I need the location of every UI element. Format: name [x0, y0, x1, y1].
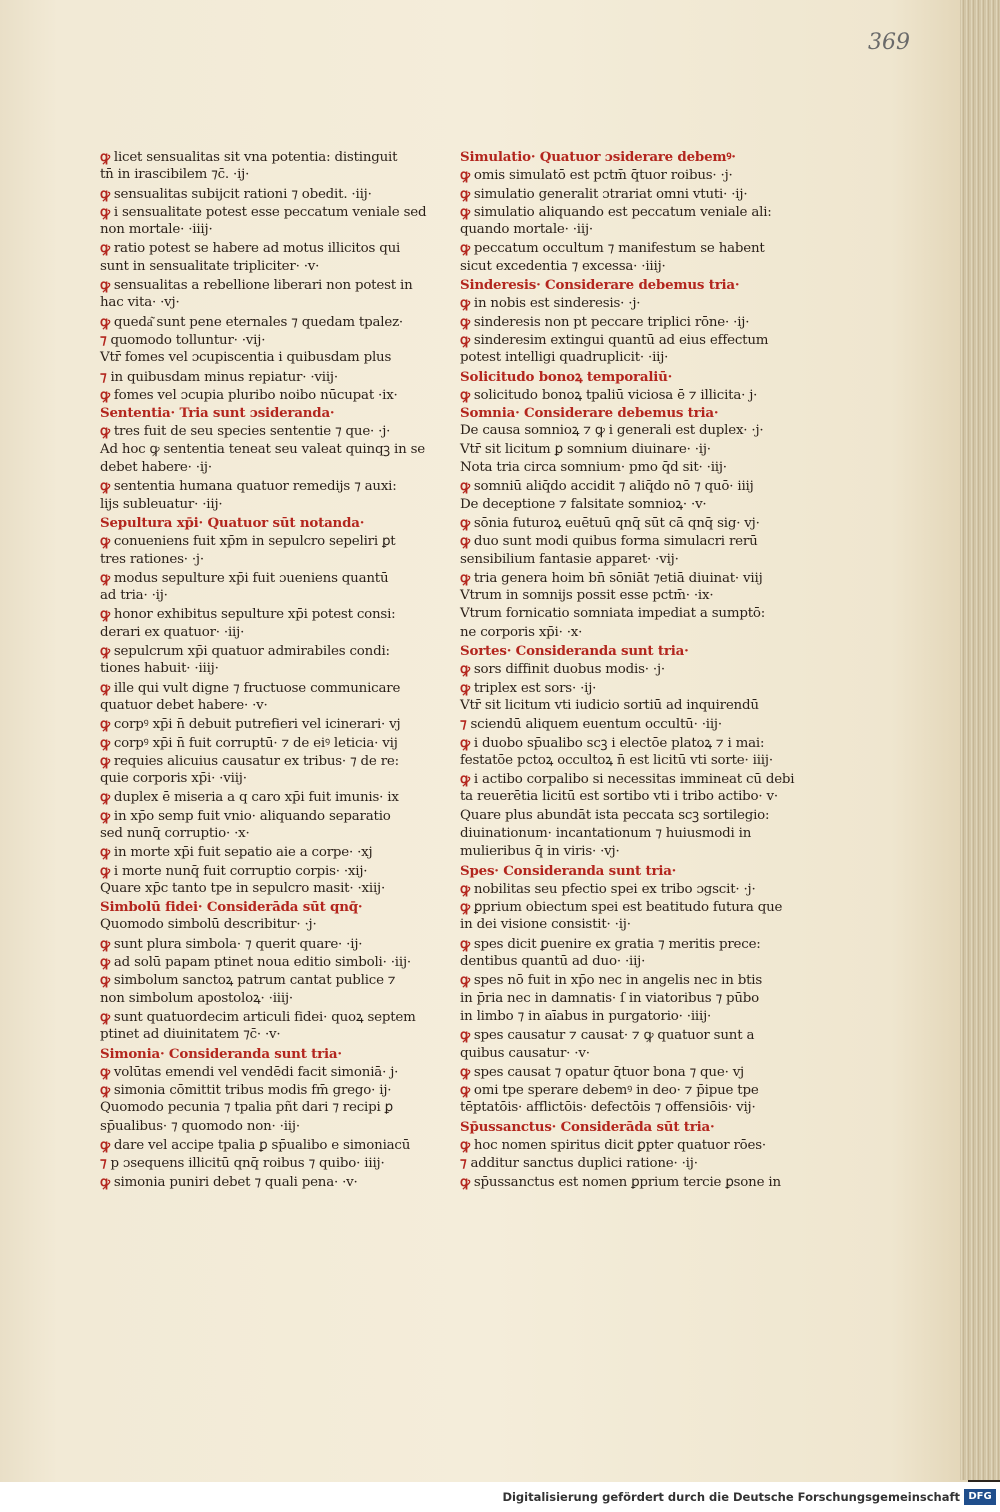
line-text: Simonia· Consideranda sunt tria· [100, 1045, 342, 1062]
line-text: in nobis est sinderesis· ·j· [473, 296, 641, 312]
text-line [100, 1136, 411, 1154]
rubric-paragraph-mark: ꝙ [460, 386, 470, 403]
text-line [100, 386, 400, 404]
text-line [460, 734, 765, 752]
rubric-paragraph-mark: ꝙ [100, 149, 110, 165]
text-line [460, 331, 769, 349]
line-text: debet habere· ·ij· [100, 460, 212, 476]
text-line [460, 624, 760, 642]
section-heading [460, 862, 760, 880]
line-text: Vtrum fornicatio somniata impediat a sumptō: [460, 606, 766, 622]
line-text: ptinet ad diuinitatem ⁊c̄· ·v· [100, 1027, 281, 1043]
rubric-paragraph-mark: ꝙ [460, 240, 470, 257]
text-line [100, 990, 400, 1008]
line-text: additur sanctus duplici ratione· ·ij· [470, 1156, 698, 1172]
text-line [100, 605, 400, 623]
text-line [460, 422, 764, 440]
rubric-paragraph-mark: ꝙ [460, 972, 470, 989]
text-line [100, 441, 425, 459]
line-text: sententia humana quatuor remedijs ⁊ auxi: [113, 479, 397, 495]
rubric-paragraph-mark: ꝙ [100, 844, 110, 861]
line-text: solicitudo bonoꝝ tpaliū viciosa ē ⁊ illicita· j· [473, 387, 758, 403]
text-line [100, 734, 400, 752]
line-text: sinderesim extingui quantū ad eius effectum [473, 332, 769, 348]
line-text: dentibus quantū ad duo· ·iij· [460, 954, 646, 970]
line-text: Somnia· Considerare debemus tria· [460, 405, 719, 422]
line-text: De deceptione ⁊ falsitate somnioꝝ· ·v· [460, 496, 707, 512]
rubric-paragraph-mark: ꝙ [460, 880, 470, 897]
text-line [100, 276, 413, 294]
section-heading [460, 148, 760, 166]
text-line [460, 752, 773, 770]
text-line [460, 971, 763, 989]
text-line [460, 386, 760, 404]
text-line [100, 349, 400, 367]
line-text: quando mortale· ·iij· [460, 222, 593, 238]
line-text: simonia puniri debet ⁊ quali pena· ·v· [113, 1174, 358, 1190]
line-text: Spes· Consideranda sunt tria· [460, 862, 677, 879]
line-text: somniū aliq̄do accidit ⁊ aliq̄do nō ⁊ quō· iiij [473, 479, 754, 495]
text-line [100, 587, 400, 605]
text-line [100, 752, 400, 770]
dfg-logo-icon: DFG [964, 1489, 996, 1505]
text-line [100, 1081, 400, 1099]
line-text: Quomodo simbolū describitur· ·j· [100, 917, 317, 933]
text-line [100, 624, 400, 642]
text-line [100, 642, 400, 660]
text-line [460, 880, 760, 898]
rubric-paragraph-mark: ꝙ [100, 752, 110, 769]
line-text: duplex ē miseria a q caro xp̄i fuit imunis· ix [113, 790, 399, 806]
line-text: in dei visione consistit· ·ij· [460, 917, 631, 933]
footer-bar [0, 1482, 1000, 1512]
text-line [460, 807, 770, 825]
text-line [100, 368, 400, 386]
text-line [460, 532, 760, 550]
text-line [100, 258, 400, 276]
rubric-paragraph-mark: ꝙ [100, 1173, 110, 1190]
text-line [460, 221, 760, 239]
rubric-paragraph-mark: ꝙ [100, 203, 110, 220]
line-text: sinderesis non pt peccare triplici rōne· ·ij· [473, 314, 750, 330]
text-line [100, 294, 400, 312]
text-line [100, 203, 427, 221]
line-text: i morte nunq̄ fuit corruptio corpis· ·xij· [113, 863, 368, 879]
rubric-paragraph-mark: ꝙ [100, 972, 110, 989]
line-text: sōnia futuroꝝ euētuū qnq̄ sūt cā qnq̄ sig· vj· [473, 515, 760, 531]
rubric-paragraph-mark: ꝙ [100, 386, 110, 403]
line-text: mulieribus q̄ in viris· ·vj· [460, 844, 620, 860]
rubric-paragraph-mark: ꝙ [100, 1063, 110, 1080]
line-text: ad solū papam ptinet noua editio simboli· ·iij· [113, 955, 411, 971]
line-text: derari ex quatuor· ·iij· [100, 624, 245, 640]
text-line [100, 1118, 400, 1136]
line-text: Quomodo pecunia ⁊ tpalia pñt dari ⁊ recipi ꝑ [100, 1100, 393, 1116]
text-line [460, 660, 760, 678]
line-text: Vtr̄ sit licitum vti iudicio sortiū ad inquirendū [460, 697, 759, 713]
section-heading [100, 514, 400, 532]
line-text: sensualitas a rebellione liberari non potest in [113, 278, 413, 294]
line-text: tres fuit de seu species sententie ⁊ que· ·j· [113, 424, 391, 440]
rubric-paragraph-mark: ꝙ [100, 423, 110, 440]
section-heading [100, 404, 400, 422]
line-text: Simbolū fidei· Considerāda sūt qnq̄· [100, 899, 363, 916]
text-line [100, 880, 400, 898]
text-line [460, 605, 766, 623]
rubric-paragraph-mark: ꝙ [100, 935, 110, 952]
line-text: ne corporis xp̄i· ·x· [460, 624, 583, 640]
line-text: tres rationes· ·j· [100, 551, 204, 567]
book-page-edges [960, 0, 1000, 1480]
line-text: simulatio generalit ɔtrariat omni vtuti· ·ij· [473, 186, 748, 202]
line-text: licet sensualitas sit vna potentia: distinguit [113, 150, 398, 165]
line-text: spes dicit ꝑuenire ex gratia ⁊ meritis prece: [473, 936, 761, 952]
text-line [100, 532, 400, 550]
line-text: ratio potest se habere ad motus illicitos qui [113, 241, 401, 257]
text-line [100, 1154, 400, 1172]
text-line [460, 239, 765, 257]
line-text: omis simulatō est pctm̄ q̄tuor roibus· ·j· [473, 168, 733, 184]
line-text: Sententia· Tria sunt ɔsideranda· [100, 405, 335, 422]
text-line [460, 898, 783, 916]
rubric-paragraph-mark: ꝙ [460, 1063, 470, 1080]
text-line [100, 1099, 400, 1117]
folio-number: 369 [868, 30, 910, 55]
text-line [100, 953, 411, 971]
text-line [100, 843, 400, 861]
section-heading [460, 642, 760, 660]
text-line [460, 569, 763, 587]
line-text: Sepultura xp̄i· Quatuor sūt notanda· [100, 514, 365, 531]
line-text: dare vel accipe tpalia ꝑ sp̄ualibo e simoniacū [113, 1138, 411, 1154]
text-line [100, 221, 400, 239]
text-line [460, 715, 760, 733]
rubric-paragraph-mark: ꝙ [100, 1008, 110, 1025]
text-line [460, 1154, 760, 1172]
line-text: in morte xp̄i fuit sepatio aie a corpe· ·xj [113, 845, 373, 861]
text-line [460, 770, 795, 788]
line-text: quibus causatur· ·v· [460, 1045, 590, 1061]
text-line [460, 788, 778, 806]
line-text: in quibusdam minus repiatur· ·viij· [110, 369, 338, 385]
rubric-paragraph-mark: ꝙ [460, 331, 470, 348]
text-line [100, 313, 403, 331]
section-heading [460, 368, 760, 386]
line-text: De causa somnioꝝ ⁊ ꝙ i generali est duplex· ·j· [460, 423, 764, 439]
text-line [100, 477, 400, 495]
line-text: ille qui vult digne ⁊ fructuose communicare [113, 680, 401, 696]
text-line [100, 862, 400, 880]
rubric-paragraph-mark: ꝙ [460, 514, 470, 531]
line-text: requies alicuius causatur ex tribus· ⁊ de re: [113, 753, 399, 769]
line-text: hoc nomen spiritus dicit ꝑpter quatuor rōes· [473, 1138, 766, 1154]
line-text: peccatum occultum ⁊ manifestum se habent [473, 241, 765, 257]
rubric-paragraph-mark: ꝙ [460, 1137, 470, 1154]
line-text: potest intelligi quadruplicit· ·iij· [460, 350, 669, 366]
text-line [100, 916, 400, 934]
line-text: omi tpe sperare debemꝰ in deo· ⁊ p̄ipue tpe [473, 1083, 759, 1099]
rubric-paragraph-mark: ꝙ [460, 679, 470, 696]
line-text: sunt in sensualitate tripliciter· ·v· [100, 258, 320, 274]
line-text: quie corporis xp̄i· ·viij· [100, 771, 247, 787]
text-line [460, 916, 760, 934]
line-text: p ɔsequens illicitū qnq̄ roibus ⁊ quibo· iiij· [110, 1156, 385, 1172]
line-text: nobilitas seu pfectio spei ex tribo ɔgscit· ·j· [473, 881, 756, 897]
rubric-paragraph-mark: ꝙ [100, 807, 110, 824]
text-line [460, 203, 772, 221]
line-text: sciendū aliquem euentum occultū· ·iij· [470, 717, 722, 733]
line-text: corpꝰ xp̄i n̄ fuit corruptū· ⁊ de eiꝰ leticia· vij [113, 735, 398, 751]
line-text: Vtr̄ sit licitum ꝑ somnium diuinare· ·ij· [460, 441, 711, 457]
text-line [100, 422, 400, 440]
line-text: Solicitudo bonoꝝ temporaliū· [460, 368, 673, 385]
rubric-paragraph-mark: ꝙ [100, 240, 110, 257]
right-text-column [460, 148, 795, 1191]
text-line [460, 459, 760, 477]
text-line [100, 166, 400, 184]
text-line [460, 477, 760, 495]
rubric-paragraph-mark: ꝙ [460, 185, 470, 202]
line-text: Sortes· Consideranda sunt tria· [460, 643, 689, 660]
text-line [100, 551, 400, 569]
text-line [460, 1008, 760, 1026]
line-text: sensibilium fantasie apparet· ·vij· [460, 551, 679, 567]
rubric-paragraph-mark: ⁊ [460, 1155, 467, 1172]
text-line [460, 349, 760, 367]
rubric-paragraph-mark: ꝙ [460, 771, 470, 788]
text-line [460, 825, 760, 843]
rubric-paragraph-mark: ⁊ [100, 368, 107, 385]
rubric-paragraph-mark: ꝙ [100, 606, 110, 623]
rubric-paragraph-mark: ꝙ [460, 203, 470, 220]
line-text: tn̄ in irascibilem ⁊c̄. ·ij· [100, 167, 250, 183]
line-text: ꝑprium obiectum spei est beatitudo futura que [473, 900, 783, 916]
line-text: simbolum sanctoꝝ patrum cantat publice ⁊ [113, 973, 396, 989]
line-text: lijs subleuatur· ·iij· [100, 496, 223, 512]
line-text: in xp̄o semp fuit vnio· aliquando separatio [113, 808, 391, 824]
line-text: ta reuerētia licitū est sortibo vti i tribo actibo· v· [460, 789, 778, 805]
text-line [100, 331, 400, 349]
text-line [460, 587, 760, 605]
rubric-paragraph-mark: ꝙ [100, 716, 110, 733]
line-text: Sinderesis· Considerare debemus tria· [460, 277, 740, 294]
text-line [460, 551, 760, 569]
line-text: spes causat ⁊ opatur q̄tuor bona ⁊ que· vj [473, 1064, 745, 1080]
rubric-paragraph-mark: ꝙ [100, 478, 110, 495]
line-text: modus sepulture xp̄i fuit ɔueniens quantū [113, 570, 389, 586]
line-text: Sp̄ussanctus· Considerāda sūt tria· [460, 1118, 715, 1135]
text-line [100, 660, 400, 678]
line-text: sp̄ussanctus est nomen ꝑprium tercie ꝑsone in [473, 1174, 781, 1190]
line-text: in limbo ⁊ in aīabus in purgatorio· ·iiij· [460, 1008, 712, 1024]
line-text: Quare plus abundāt ista peccata scꝫ sortilegio: [460, 807, 770, 823]
rubric-paragraph-mark: ꝙ [460, 167, 470, 184]
rubric-paragraph-mark: ꝙ [460, 1027, 470, 1044]
text-line [100, 239, 400, 257]
rubric-paragraph-mark: ꝙ [460, 1173, 470, 1190]
text-line [460, 1081, 760, 1099]
text-line [100, 1173, 400, 1191]
rubric-paragraph-mark: ꝙ [460, 899, 470, 916]
text-line [100, 459, 400, 477]
text-line [100, 715, 400, 733]
footer-credit: Digitalisierung gefördert durch die Deutsche Forschungsgemeinschaft [502, 1490, 960, 1504]
section-heading [100, 1045, 400, 1063]
line-text: simulatio aliquando est peccatum veniale ali: [473, 204, 772, 220]
rubric-paragraph-mark: ⁊ [100, 1155, 107, 1172]
rubric-paragraph-mark: ꝙ [460, 313, 470, 330]
rubric-paragraph-mark: ꝙ [100, 1082, 110, 1099]
rubric-paragraph-mark: ꝙ [460, 661, 470, 678]
rubric-paragraph-mark: ꝙ [100, 643, 110, 660]
text-line [460, 1136, 766, 1154]
line-text: sors diffinit duobus modis· ·j· [473, 662, 665, 678]
rubric-paragraph-mark: ꝙ [100, 185, 110, 202]
line-text: sepulcrum xp̄i quatuor admirabiles condi: [113, 644, 390, 660]
text-line [460, 1045, 760, 1063]
text-line [100, 825, 400, 843]
line-text: volūtas emendi vel vendēdi facit simoniā· j· [113, 1064, 399, 1080]
text-line [460, 514, 760, 532]
text-line [460, 1099, 760, 1117]
rubric-paragraph-mark: ꝙ [460, 734, 470, 751]
rubric-paragraph-mark: ⁊ [100, 331, 107, 348]
section-heading [460, 1118, 760, 1136]
rubric-paragraph-mark: ꝙ [100, 789, 110, 806]
text-line [460, 843, 760, 861]
text-line [100, 935, 400, 953]
line-text: simonia cōmittit tribus modis fm̄ grego· ij· [113, 1083, 392, 1099]
text-line [460, 935, 760, 953]
rubric-paragraph-mark: ꝙ [460, 935, 470, 952]
rubric-paragraph-mark: ꝙ [460, 1082, 470, 1099]
rubric-paragraph-mark: ⁊ [460, 716, 467, 733]
text-line [100, 569, 400, 587]
text-line [100, 1063, 400, 1081]
line-text: spes nō fuit in xp̄o nec in angelis nec in btis [473, 973, 763, 989]
line-text: conueniens fuit xp̄m in sepulcro sepeliri ꝑt [113, 534, 396, 550]
line-text: Vtr̄ fomes vel ɔcupiscentia i quibusdam plus [100, 350, 392, 366]
line-text: fomes vel ɔcupia pluribo noibo nūcupat ·ix· [113, 387, 398, 403]
line-text: i sensualitate potest esse peccatum veniale sed [113, 204, 427, 220]
text-line [100, 185, 400, 203]
line-text: Ad hoc ꝙ sententia teneat seu valeat quinqꝫ in se [100, 441, 425, 457]
text-line [460, 185, 760, 203]
line-text: duo sunt modi quibus forma simulacri rerū [473, 534, 758, 550]
rubric-paragraph-mark: ꝙ [460, 533, 470, 550]
rubric-paragraph-mark: ꝙ [460, 295, 470, 312]
text-line [100, 971, 400, 989]
text-line [460, 166, 760, 184]
text-line [100, 148, 400, 166]
section-heading [460, 404, 760, 422]
line-text: Nota tria circa somnium· pmo q̄d sit· ·iij· [460, 460, 727, 476]
line-text: quatuor debet habere· ·v· [100, 697, 268, 713]
line-text: diuinationum· incantationum ⁊ huiusmodi in [460, 825, 752, 841]
line-text: ad tria· ·ij· [100, 588, 168, 604]
text-line [100, 496, 400, 514]
line-text: Simulatio· Quatuor ɔsiderare debemꝰ· [460, 149, 736, 165]
text-line [100, 697, 400, 715]
line-text: sicut excedentia ⁊ excessa· ·iiij· [460, 258, 666, 274]
line-text: sensualitas subijcit rationi ⁊ obedit. ·iij· [113, 186, 372, 202]
rubric-paragraph-mark: ꝙ [100, 569, 110, 586]
line-text: honor exhibitus sepulture xp̄i potest consi: [113, 607, 396, 623]
line-text: triplex est sors· ·ij· [473, 680, 597, 696]
line-text: in p̄ria nec in damnatis· ſ in viatoribus ⁊ pūbo [460, 990, 760, 1006]
line-text: festatōe pctoꝝ occultoꝝ n̄ est licitū vti sorte· iiij· [460, 752, 773, 768]
line-text: sunt plura simbola· ⁊ querit quare· ·ij· [113, 936, 363, 952]
line-text: i duobo sp̄ualibo scꝫ i electōe platoꝝ ⁊ i mai: [473, 735, 765, 751]
text-line [460, 1026, 760, 1044]
line-text: tēptatōis· afflictōis· defectōis ⁊ offensiōis· vij· [460, 1100, 756, 1116]
text-line [460, 294, 760, 312]
rubric-paragraph-mark: ꝙ [460, 569, 470, 586]
text-line [100, 679, 400, 697]
text-line [460, 1063, 760, 1081]
line-text: corpꝰ xp̄i n̄ debuit putrefieri vel icinerari· vj [113, 717, 401, 733]
text-line [460, 441, 760, 459]
line-text: Quare xp̄c tanto tpe in sepulcro masit· ·xiij· [100, 880, 386, 896]
text-line [460, 953, 760, 971]
text-line [100, 1026, 400, 1044]
line-text: Vtrum in somnijs possit esse pctm̄· ·ix· [460, 588, 714, 604]
rubric-paragraph-mark: ꝙ [100, 734, 110, 751]
section-heading [100, 898, 400, 916]
rubric-paragraph-mark: ꝙ [100, 533, 110, 550]
text-line [460, 990, 760, 1008]
line-text: i actibo corpalibo si necessitas immineat cū debi [473, 772, 795, 788]
left-text-column [100, 148, 427, 1191]
text-line [100, 788, 400, 806]
line-text: sed nunq̄ corruptio· ·x· [100, 825, 250, 841]
text-line [460, 697, 760, 715]
text-line [460, 496, 760, 514]
line-text: tria genera hoim bn̄ sōniāt ⁊etiā diuinat· viij [473, 570, 763, 586]
rubric-paragraph-mark: ꝙ [100, 277, 110, 294]
line-text: non simbolum apostoloꝝ· ·iiij· [100, 990, 293, 1006]
text-line [100, 807, 400, 825]
text-line [100, 770, 400, 788]
line-text: hac vita· ·vj· [100, 295, 180, 311]
text-line [460, 679, 760, 697]
section-heading [460, 276, 760, 294]
text-line [460, 258, 760, 276]
line-text: spes causatur ⁊ causat· ⁊ ꝙ quatuor sunt a [473, 1028, 755, 1044]
rubric-paragraph-mark: ꝙ [100, 862, 110, 879]
line-text: sunt quatuordecim articuli fidei· quoꝝ septem [113, 1009, 416, 1025]
line-text: tiones habuit· ·iiij· [100, 661, 219, 677]
line-text: queda͂ sunt pene eternales ⁊ quedam tpalez· [113, 314, 403, 330]
rubric-paragraph-mark: ꝙ [100, 1137, 110, 1154]
rubric-paragraph-mark: ꝙ [100, 679, 110, 696]
line-text: non mortale· ·iiij· [100, 222, 213, 238]
text-line [100, 1008, 416, 1026]
line-text: quomodo tolluntur· ·vij· [110, 332, 266, 348]
text-line [460, 1173, 781, 1191]
line-text: sp̄ualibus· ⁊ quomodo non· ·iij· [100, 1118, 300, 1134]
rubric-paragraph-mark: ꝙ [100, 954, 110, 971]
rubric-paragraph-mark: ꝙ [460, 478, 470, 495]
rubric-paragraph-mark: ꝙ [100, 313, 110, 330]
text-line [460, 313, 760, 331]
